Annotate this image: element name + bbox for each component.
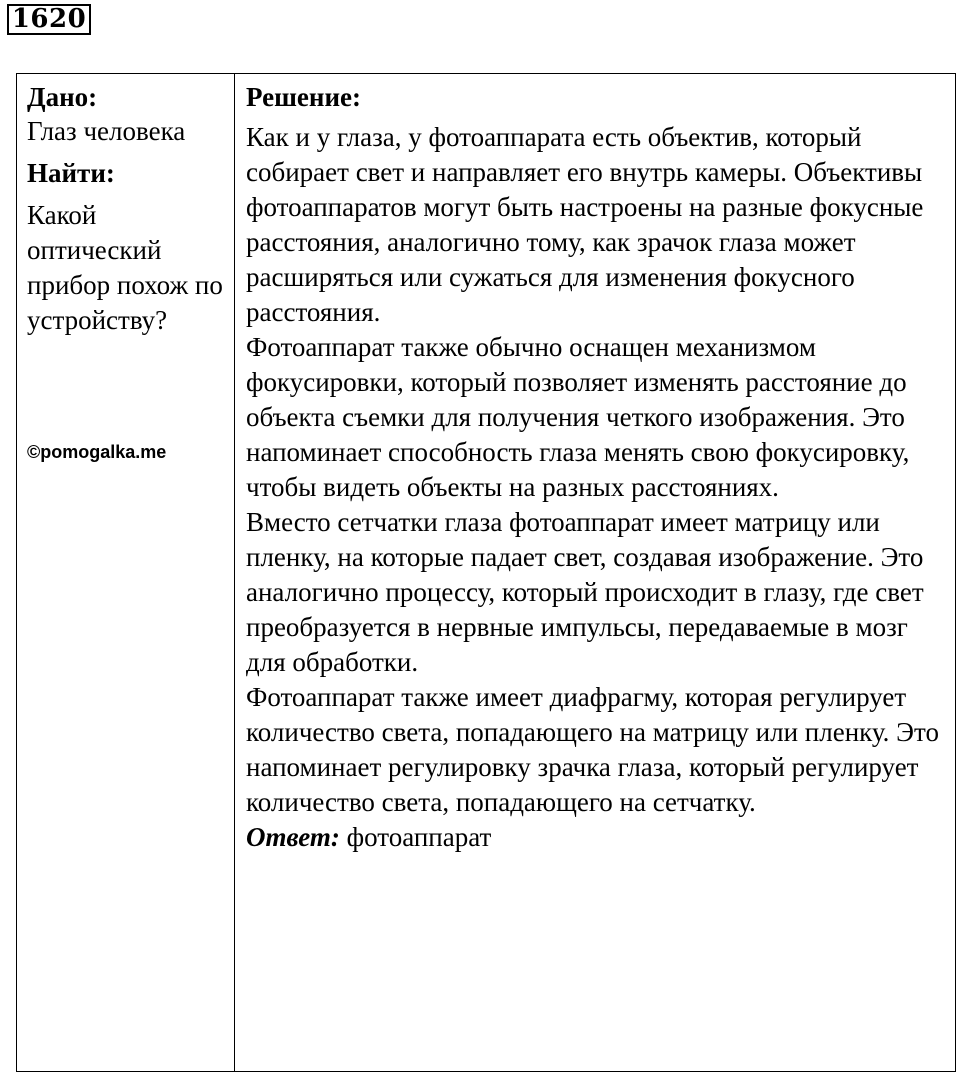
solution-label: Решение: [246,82,361,112]
solution-paragraph: Фотоаппарат также обычно оснащен механизмом фокусировки, который позволяет изменять расстояние до объекта съемки для получения четкого изображения. Это напоминает способность глаза менять свою фокусировку, чтобы видеть объекты на разных расстояниях. [246,332,910,502]
given-label: Дано: [27,82,98,112]
find-label: Найти: [27,158,115,188]
solution-paragraph: Вместо сетчатки глаза фотоаппарат имеет матрицу или пленку, на которые падает свет, создавая изображение. Это аналогично процессу, который происходит в глазу, где свет преобразуется в нервные импульсы, передаваемые в мозг для обработки. [246,507,924,677]
task-table [16,73,956,1072]
problem-number: 1620 [7,4,91,35]
watermark: ©pomogalka.me [27,442,167,462]
find-question: Какой оптический прибор похож по устройству? [27,200,223,335]
answer-value: фотоаппарат [346,822,492,852]
solution-paragraph: Фотоаппарат также имеет диафрагму, которая регулирует количество света, попадающего на матрицу или пленку. Это напоминает регулировку зрачка глаза, который регулирует количество света, попадающего на сетчатку. [246,682,939,817]
solution-paragraph: Как и у глаза, у фотоаппарата есть объектив, который собирает свет и направляет его внутрь камеры. Объективы фотоаппаратов могут быть настроены на разные фокусные расстояния, аналогично тому, как зрачок глаза может расширяться или сужаться для изменения фокусного расстояния. [246,122,924,327]
solution-column [235,74,955,1071]
given-column [17,74,235,1071]
answer-line [246,820,951,855]
solution-body [246,120,951,855]
given-value: Глаз человека [27,116,186,146]
answer-label: Ответ: [246,822,340,852]
